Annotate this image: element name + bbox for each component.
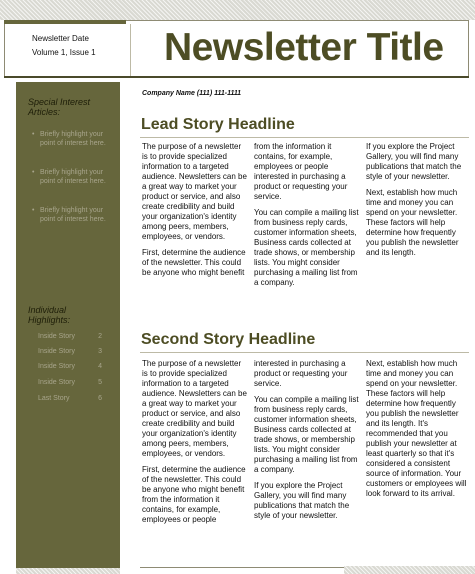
highlight-item[interactable] bbox=[38, 394, 102, 404]
top-pattern-strip bbox=[0, 0, 475, 20]
paragraph: Next, establish how much time and money you can spend on your newsletter. These factors will help determine how frequently you publish the newsletter and its length. bbox=[366, 188, 459, 257]
bullet-icon: • bbox=[32, 207, 35, 214]
highlight-item[interactable] bbox=[38, 332, 102, 342]
bullet-icon: • bbox=[32, 131, 35, 138]
paragraph: If you explore the Project Gallery, you will find many publications that match the style of your newsletter. bbox=[366, 142, 462, 181]
highlight-page: 4 bbox=[98, 363, 102, 370]
paragraph: If you explore the Project Gallery, you will find many publications that match the style of your newsletter. bbox=[254, 481, 350, 520]
paragraph: You can compile a mailing list from business reply cards, customer information sheets, Business cards collected at trade shows, or membership lists. You might consider purchasing a mailing list from a company. bbox=[254, 395, 359, 474]
highlight-label: Inside Story bbox=[38, 333, 75, 340]
masthead-bottom-rule bbox=[4, 76, 469, 78]
bullet-icon: • bbox=[32, 169, 35, 176]
lead-story-column-2[interactable] bbox=[254, 142, 360, 294]
highlight-page: 5 bbox=[98, 379, 102, 386]
second-story-column-3[interactable] bbox=[366, 359, 470, 505]
footer-rule bbox=[140, 567, 344, 568]
paragraph: First, determine the audience of the newsletter. This could be anyone who might benefit bbox=[142, 248, 246, 277]
lead-story-column-3[interactable] bbox=[366, 142, 470, 264]
headline-rule bbox=[140, 352, 469, 353]
masthead-divider bbox=[130, 24, 131, 76]
special-interest-title[interactable]: Special Interest Articles: bbox=[28, 97, 91, 117]
highlight-page: 6 bbox=[98, 395, 102, 402]
paragraph: You can compile a mailing list from business reply cards, customer information sheets, Business cards collected at trade shows, or membership lists. You might consider purchasing a mailing list from a company. bbox=[254, 208, 359, 287]
sidebar-article-text: Briefly highlight your point of interest here. bbox=[40, 131, 106, 147]
highlight-item[interactable] bbox=[38, 347, 102, 357]
highlight-label: Inside Story bbox=[38, 379, 75, 386]
paragraph: interested in purchasing a product or requesting your service. bbox=[254, 359, 348, 388]
headline-rule bbox=[140, 137, 469, 138]
second-story-column-1[interactable] bbox=[142, 359, 248, 531]
masthead-accent-bar bbox=[4, 20, 126, 24]
paragraph: The purpose of a newsletter is to provide specialized information to a targeted audience. Newsletters can be a great way to market your product or service, and also create credibility and build your organization's identity among peers, members, employees, or vendors. bbox=[142, 359, 247, 458]
highlight-item[interactable] bbox=[38, 378, 102, 388]
second-story-column-2[interactable] bbox=[254, 359, 360, 527]
newsletter-date[interactable]: Newsletter Date bbox=[32, 34, 89, 43]
highlight-label: Inside Story bbox=[38, 363, 75, 370]
lead-story-column-1[interactable] bbox=[142, 142, 248, 284]
volume-issue[interactable]: Volume 1, Issue 1 bbox=[32, 48, 96, 57]
individual-highlights-title[interactable]: Individual Highlights: bbox=[28, 305, 71, 325]
paragraph: from the information it contains, for example, employees or people interested in purchasing a product or requesting your service. bbox=[254, 142, 348, 201]
second-story-headline[interactable]: Second Story Headline bbox=[141, 331, 316, 348]
footer-pattern-strip bbox=[344, 566, 475, 574]
newsletter-title[interactable]: Newsletter Title bbox=[164, 26, 444, 69]
sidebar bbox=[16, 82, 120, 568]
sidebar-article-text: Briefly highlight your point of interest here. bbox=[40, 207, 106, 223]
paragraph: The purpose of a newsletter is to provide specialized information to a targeted audience. Newsletters can be a great way to market your product or service, and also create credibility and build your organization's identity among peers, members, employees, or vendors. bbox=[142, 142, 247, 241]
highlight-label: Inside Story bbox=[38, 348, 75, 355]
paragraph: First, determine the audience of the newsletter. This could be anyone who might benefit from the information it contains, for example, employees or people bbox=[142, 465, 246, 524]
sidebar-article-text: Briefly highlight your point of interest here. bbox=[40, 169, 106, 185]
highlight-page: 3 bbox=[98, 348, 102, 355]
highlight-item[interactable] bbox=[38, 362, 102, 372]
highlight-page: 2 bbox=[98, 333, 102, 340]
sidebar-bottom-pattern bbox=[16, 568, 120, 574]
company-name[interactable]: Company Name (111) 111-1111 bbox=[142, 90, 242, 97]
highlight-label: Last Story bbox=[38, 395, 70, 402]
lead-story-headline[interactable]: Lead Story Headline bbox=[141, 116, 295, 133]
paragraph: Next, establish how much time and money you can spend on your newsletter. These factors will help determine how frequently you publish the newsletter and its length. It's recommended that you publish your newsletter at least quarterly so that it's considered a consistent source of information. Your customers or employees will look forward to its arrival. bbox=[366, 359, 467, 498]
